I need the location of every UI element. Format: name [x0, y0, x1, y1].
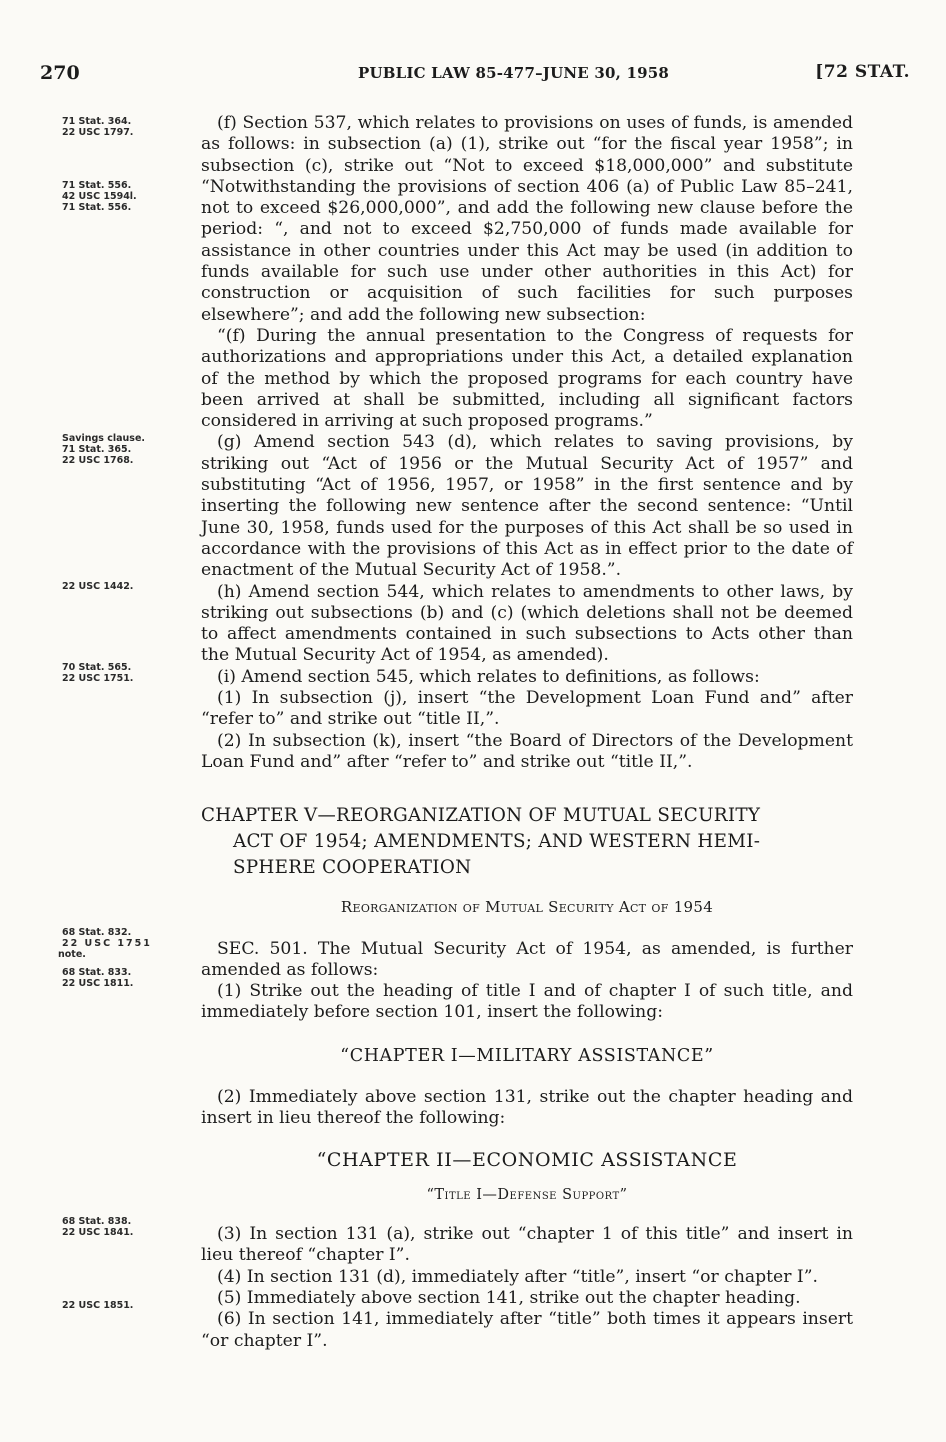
chapter-heading-line: ACT OF 1954; AMENDMENTS; AND WESTERN HEMI- — [233, 831, 761, 853]
chapter-heading-line: CHAPTER V—REORGANIZATION OF MUTUAL SECURITY — [201, 805, 761, 827]
margin-note-line: 22 USC 1841. — [62, 1227, 134, 1238]
paragraph-501-4: (4) In section 131 (d), immediately after “title”, insert “or chapter I”. — [217, 1266, 818, 1287]
title-i-heading: “Title I—Defense Support” — [426, 1186, 628, 1203]
margin-note — [62, 433, 202, 466]
page-number: 270 — [40, 62, 80, 84]
margin-note-line: 68 Stat. 832. — [62, 927, 132, 938]
margin-note-line: 70 Stat. 565. — [62, 662, 132, 673]
paragraph-501-2: (2) Immediately above section 131, strike out the chapter heading and insert in lieu thereof the following: — [201, 1086, 853, 1129]
margin-note-line: Savings clause. — [62, 433, 145, 444]
body-text — [201, 113, 853, 1352]
margin-note-line: 71 Stat. 556. — [62, 180, 132, 191]
margin-note — [62, 581, 202, 592]
chapter-i-heading: “CHAPTER I—MILITARY ASSISTANCE” — [340, 1045, 714, 1066]
paragraph-501-3: (3) In section 131 (a), strike out “chapter 1 of this title” and insert in lieu thereof “chapter I”. — [201, 1224, 853, 1266]
paragraph-i-1: (1) In subsection (j), insert “the Development Loan Fund and” after “refer to” and strike out “title II,”. — [201, 688, 853, 730]
margin-note-line: 22 USC 1442. — [62, 581, 134, 592]
margin-note-line: 22 USC 1851. — [62, 1300, 134, 1311]
paragraph-h: (h) Amend section 544, which relates to amendments to other laws, by striking out subsections (b) and (c) (which deletions shall not be deemed to affect amendments contained in such subsections to Acts other than the Mutual Security Act of 1954, as amended). — [201, 581, 853, 666]
page-header — [40, 62, 910, 88]
margin-note-line: 42 USC 1594l. — [62, 191, 137, 202]
stat-reference: [72 STAT. — [815, 62, 910, 82]
chapter-ii-heading: “CHAPTER II—ECONOMIC ASSISTANCE — [316, 1148, 738, 1171]
paragraph-f-subsection: “(f) During the annual presentation to the Congress of requests for authorizations and appropriations under this Act, a detailed explanation of the method by which the proposed programs for each country have been arrived at shall be submitted, including all significant factors considered in arriving at such proposed programs.” — [201, 325, 853, 432]
margin-note-line: 22 USC 1797. — [62, 127, 134, 138]
paragraph-501-5: (5) Immediately above section 141, strike out the chapter heading. — [217, 1288, 801, 1309]
margin-note — [62, 180, 202, 213]
margin-note-line: 22 USC 1751. — [62, 673, 134, 684]
margin-note — [62, 967, 202, 989]
paragraph-501-6: (6) In section 141, immediately after “title” both times it appears insert “or chapter I”. — [201, 1309, 853, 1351]
margin-note — [62, 1300, 202, 1311]
margin-note-line: 22 USC 1768. — [62, 455, 134, 466]
paragraph-i: (i) Amend section 545, which relates to definitions, as follows: — [217, 666, 760, 687]
paragraph-f: (f) Section 537, which relates to provisions on uses of funds, is amended as follows: in subsection (a) (1), strike out “for the fiscal year 1958”; in subsection (c), strike out “Not to exceed $18,000,000” and substitute “Notwithstanding the provisions of section 406 (a) of Public Law 85–241, not to exceed $26,000,000”, and add the following new clause before the period: “, and not to exceed $2,750,000 of funds made available for assistance in other countries under this Act may be used (in addition to funds available for such use under other authorities in this Act) for construction or acquisition of such facilities for such purposes elsewhere”; and add the following new subsection: — [201, 113, 853, 325]
margin-note-line: 22 USC 1751 — [62, 938, 152, 949]
margin-note-line: 22 USC 1811. — [62, 978, 134, 989]
margin-note — [62, 116, 202, 138]
paragraph-501-1: (1) Strike out the heading of title I and of chapter I of such title, and immediately before section 101, insert the following: — [201, 981, 853, 1023]
paragraph-sec-501: SEC. 501. The Mutual Security Act of 1954, as amended, is further amended as follows: — [201, 938, 853, 980]
margin-note — [62, 1216, 202, 1238]
margin-note-line: 68 Stat. 838. — [62, 1216, 132, 1227]
margin-note-line: 71 Stat. 556. — [62, 202, 132, 213]
margin-note-line: note. — [58, 949, 86, 960]
paragraph-i-2: (2) In subsection (k), insert “the Board of Directors of the Development Loan Fund and” after “refer to” and strike out “title II,”. — [201, 730, 853, 772]
section-subheading: Reorganization of Mutual Security Act of 1954 — [340, 898, 714, 917]
chapter-v-heading — [201, 803, 853, 881]
running-head: PUBLIC LAW 85-477–JUNE 30, 1958 — [358, 64, 669, 82]
paragraph-g: (g) Amend section 543 (d), which relates to saving provisions, by striking out “Act of 1956 or the Mutual Security Act of 1957” and substituting “Act of 1956, 1957, or 1958” in the first sentence and by inserting the following new sentence after the second sentence: “Until June 30, 1958, funds used for the purposes of this Act shall be so used in accordance with the provisions of this Act as in effect prior to the date of enactment of the Mutual Security Act of 1958.”. — [201, 432, 853, 581]
margin-note-line: 71 Stat. 365. — [62, 444, 132, 455]
chapter-heading-line: SPHERE COOPERATION — [233, 857, 472, 879]
margin-note-line: 68 Stat. 833. — [62, 967, 132, 978]
margin-note — [62, 662, 202, 684]
margin-note-line: 71 Stat. 364. — [62, 116, 132, 127]
margin-note — [58, 927, 202, 960]
